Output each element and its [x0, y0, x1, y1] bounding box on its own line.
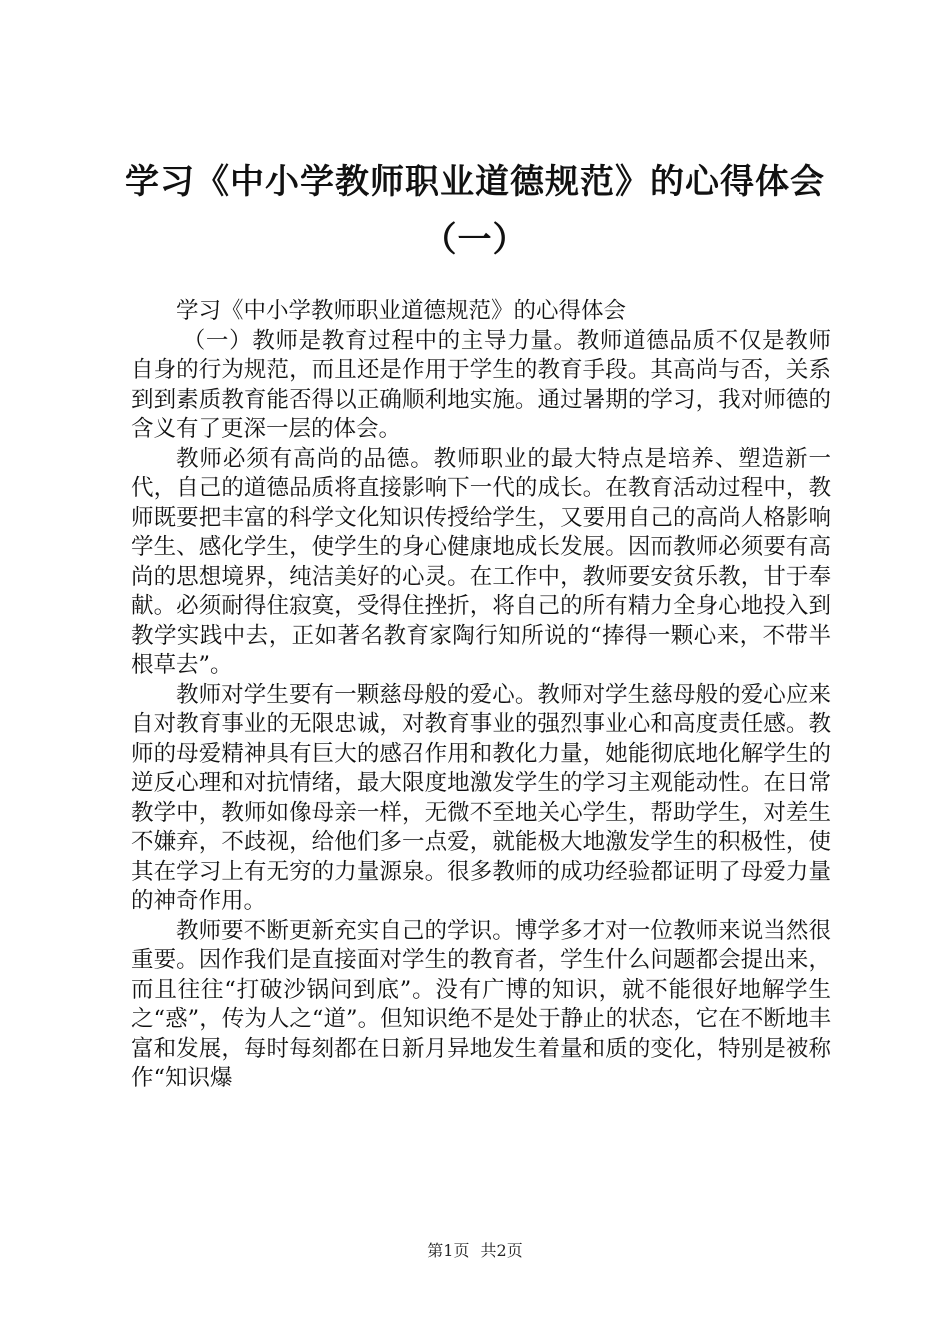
- paragraph-2: 教师必须有高尚的品德。教师职业的最大特点是培养、塑造新一代，自己的道德品质将直接影响下一代的成长。在教育活动过程中，教师既要把丰富的科学文化知识传授给学生，又要用自己的高尚人格影响学生、感化学生，使学生的身心健康地成长发展。因而教师必须要有高尚的思想境界，纯洁美好的心灵。在工作中，教师要安贫乐教，甘于奉献。必须耐得住寂寞，受得住挫折，将自己的所有精力全身心地投入到教学实践中去，正如著名教育家陶行知所说的“捧得一颗心来，不带半根草去”。: [131, 445, 831, 678]
- paragraph-3: 教师对学生要有一颗慈母般的爱心。教师对学生慈母般的爱心应来自对教育事业的无限忠诚，对教育事业的强烈事业心和高度责任感。教师的母爱精神具有巨大的感召作用和教化力量，她能彻底地化解学生的逆反心理和对抗情绪，最大限度地激发学生的学习主观能动性。在日常教学中，教师如像母亲一样，无微不至地关心学生，帮助学生，对差生不嫌弃，不歧视，给他们多一点爱，就能极大地激发学生的积极性，使其在学习上有无穷的力量源泉。很多教师的成功经验都证明了母爱力量的神奇作用。: [131, 681, 831, 914]
- document-title-line-2: （一）: [422, 220, 528, 260]
- page-footer: [0, 1238, 950, 1261]
- page-number: 第1页: [427, 1241, 470, 1260]
- paragraph-1: （一）教师是教育过程中的主导力量。教师道德品质不仅是教师自身的行为规范，而且还是作用于学生的教育手段。其高尚与否，关系到到素质教育能否得以正确顺利地实施。通过暑期的学习，我对师德的含义有了更深一层的体会。: [131, 327, 831, 442]
- paragraph-4: 教师要不断更新充实自己的学识。博学多才对一位教师来说当然很重要。因作我们是直接面对学生的教育者，学生什么问题都会提出来，而且往往“打破沙锅问到底”。没有广博的知识，就不能很好地解学生之“惑”，传为人之“道”。但知识绝不是处于静止的状态，它在不断地丰富和发展，每时每刻都在日新月异地发生着量和质的变化，特别是被称作“知识爆: [131, 917, 831, 1091]
- document-title-line-1: 学习《中小学教师职业道德规范》的心得体会: [125, 162, 825, 202]
- document-subtitle: 学习《中小学教师职业道德规范》的心得体会: [176, 298, 627, 324]
- page-total: 共2页: [480, 1241, 523, 1260]
- document-body: [131, 297, 831, 1094]
